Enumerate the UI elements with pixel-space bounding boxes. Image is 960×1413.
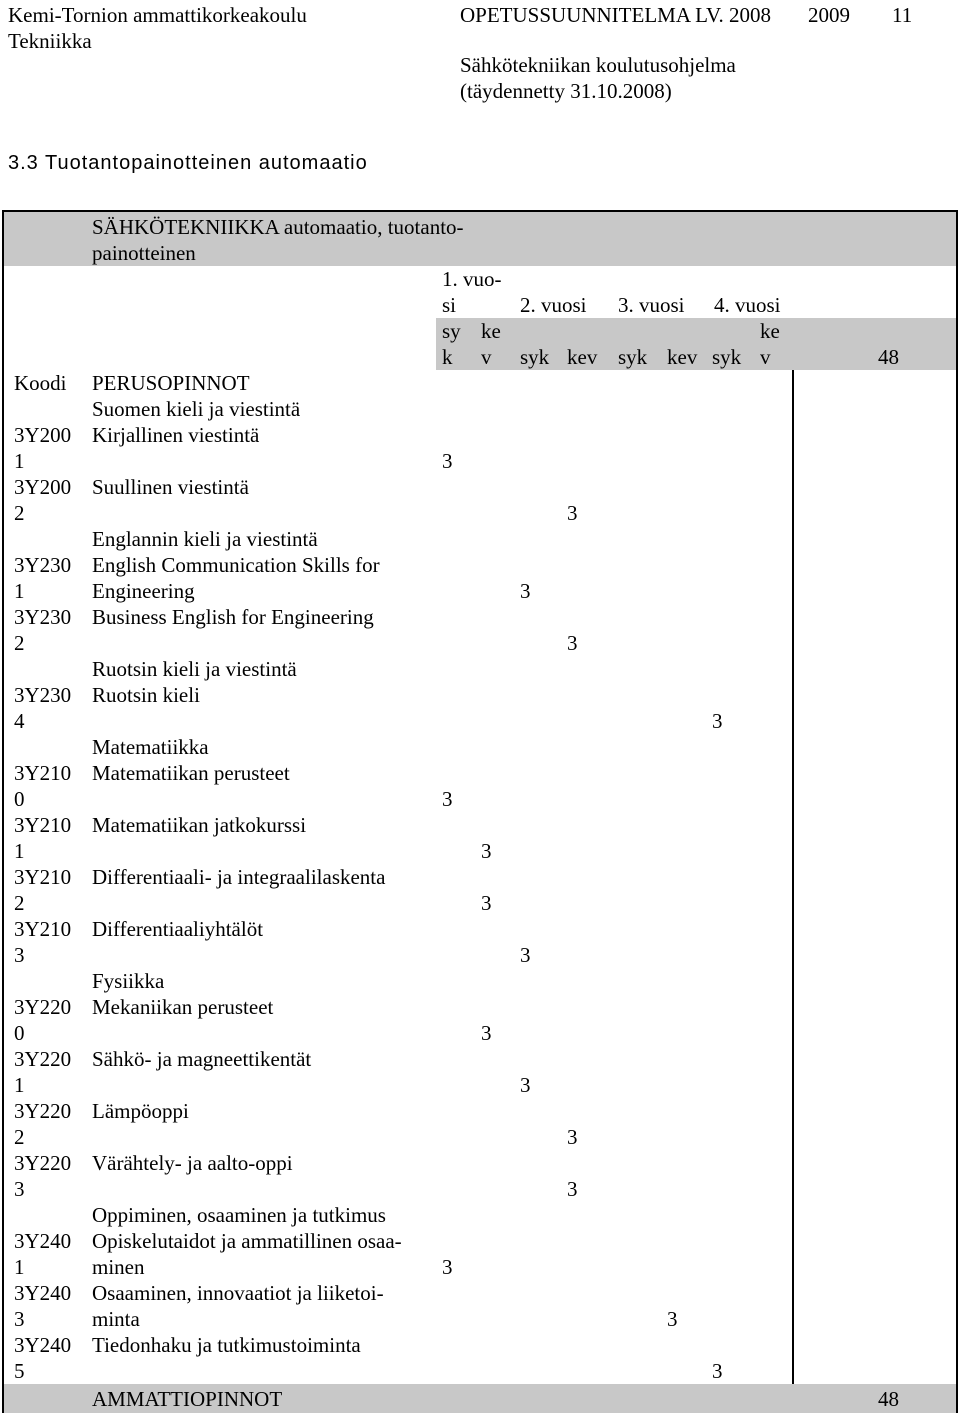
course-code-suffix: 3 [14, 1307, 25, 1331]
course-name-cont: minta [92, 1307, 140, 1331]
course-credit: 3 [567, 1177, 578, 1201]
table-title-line2: painotteinen [92, 241, 196, 265]
course-code: 3Y210 [14, 917, 72, 941]
year1-header-a: 1. vuo- [442, 267, 502, 291]
course-code-suffix: 5 [14, 1359, 25, 1383]
course-name: Matematiikan jatkokurssi [92, 813, 307, 837]
course-code-suffix: 1 [14, 1255, 25, 1279]
perusopinnot-heading: PERUSOPINNOT [92, 371, 250, 395]
course-code: 3Y210 [14, 813, 72, 837]
course-credit: 3 [442, 787, 453, 811]
course-name: Business English for Engineering [92, 605, 374, 629]
koodi-label: Koodi [14, 371, 67, 395]
sem-row2-7: v [760, 345, 771, 369]
sem-row2-4: syk [618, 345, 648, 369]
course-credit: 3 [520, 943, 531, 967]
subject-group-heading: Fysiikka [92, 969, 165, 993]
updated-date: (täydennetty 31.10.2008) [460, 79, 672, 103]
year2-header: 2. vuosi [520, 293, 587, 317]
course-credit: 3 [481, 1021, 492, 1045]
course-credit: 3 [567, 1125, 578, 1149]
course-code: 3Y220 [14, 1047, 72, 1071]
subject-group-heading: Matematiikka [92, 735, 209, 759]
course-code-suffix: 1 [14, 449, 25, 473]
table-title-line1: SÄHKÖTEKNIIKKA automaatio, tuotanto- [92, 215, 464, 239]
course-code: 3Y220 [14, 1151, 72, 1175]
course-code-suffix: 1 [14, 579, 25, 603]
course-code: 3Y200 [14, 475, 72, 499]
course-code-suffix: 1 [14, 1073, 25, 1097]
course-code-suffix: 2 [14, 501, 25, 525]
course-code: 3Y230 [14, 605, 72, 629]
course-name: Suullinen viestintä [92, 475, 249, 499]
year1-header-b: si [442, 293, 457, 317]
course-name: Opiskelutaidot ja ammatillinen osaa- [92, 1229, 402, 1253]
course-credit: 3 [481, 839, 492, 863]
course-code-suffix: 2 [14, 891, 25, 915]
table-inner-border [792, 370, 794, 1384]
sem-row1-0: sy [442, 319, 461, 343]
course-credit: 3 [567, 631, 578, 655]
course-code: 3Y230 [14, 553, 72, 577]
course-code-suffix: 1 [14, 839, 25, 863]
course-credit: 3 [667, 1307, 678, 1331]
course-credit: 3 [442, 449, 453, 473]
course-code-suffix: 0 [14, 787, 25, 811]
course-credit: 3 [481, 891, 492, 915]
course-credit: 3 [712, 709, 723, 733]
total-header: 48 [878, 345, 899, 369]
course-code: 3Y240 [14, 1229, 72, 1253]
subject-group-heading: Suomen kieli ja viestintä [92, 397, 301, 421]
ammattiopinnot-heading: AMMATTIOPINNOT [92, 1387, 283, 1411]
course-name: Ruotsin kieli [92, 683, 200, 707]
plan-years: 2009 [808, 3, 850, 27]
course-name-cont: Engineering [92, 579, 195, 603]
sem-row2-2: syk [520, 345, 550, 369]
table-right-border [956, 210, 958, 370]
subject-group-heading: Ruotsin kieli ja viestintä [92, 657, 297, 681]
course-code: 3Y200 [14, 423, 72, 447]
course-name: Matematiikan perusteet [92, 761, 290, 785]
course-code-suffix: 0 [14, 1021, 25, 1045]
section-title: 3.3 Tuotantopainotteinen automaatio [8, 152, 368, 174]
sem-row2-0: k [442, 345, 453, 369]
sem-row2-5: kev [667, 345, 698, 369]
course-name: Osaaminen, innovaatiot ja liiketoi- [92, 1281, 384, 1305]
subject-group-heading: Oppiminen, osaaminen ja tutkimus [92, 1203, 386, 1227]
course-code-suffix: 3 [14, 943, 25, 967]
school-name: Kemi-Tornion ammattikorkeakoulu [8, 3, 307, 27]
course-name-cont: minen [92, 1255, 145, 1279]
course-credit: 3 [520, 1073, 531, 1097]
course-code: 3Y220 [14, 995, 72, 1019]
course-code-suffix: 2 [14, 1125, 25, 1149]
course-name: Sähkö- ja magneettikentät [92, 1047, 312, 1071]
sem-row1-7: ke [760, 319, 780, 343]
course-code: 3Y230 [14, 683, 72, 707]
course-code: 3Y210 [14, 761, 72, 785]
course-code-suffix: 2 [14, 631, 25, 655]
course-code: 3Y240 [14, 1333, 72, 1357]
course-name: Lämpöoppi [92, 1099, 189, 1123]
course-credit: 3 [442, 1255, 453, 1279]
table-left-border [2, 210, 4, 1413]
course-code: 3Y210 [14, 865, 72, 889]
table-top-border [4, 210, 958, 212]
course-code: 3Y240 [14, 1281, 72, 1305]
year4-header: 4. vuosi [714, 293, 781, 317]
course-name: Mekaniikan perusteet [92, 995, 274, 1019]
course-code-suffix: 3 [14, 1177, 25, 1201]
course-name: English Communication Skills for [92, 553, 380, 577]
course-credit: 3 [712, 1359, 723, 1383]
page-number: 11 [892, 3, 913, 27]
sem-row1-1: ke [481, 319, 501, 343]
table-right-lower-border [956, 370, 958, 1413]
year3-header: 3. vuosi [618, 293, 685, 317]
course-code-suffix: 4 [14, 709, 25, 733]
sem-row2-6: syk [712, 345, 742, 369]
course-name: Differentiaali- ja integraalilaskenta [92, 865, 386, 889]
sem-row2-3: kev [567, 345, 598, 369]
course-name: Tiedonhaku ja tutkimustoiminta [92, 1333, 361, 1357]
subject-group-heading: Englannin kieli ja viestintä [92, 527, 318, 551]
unit-name: Tekniikka [8, 29, 92, 53]
course-credit: 3 [567, 501, 578, 525]
course-name: Värähtely- ja aalto-oppi [92, 1151, 293, 1175]
plan-title: OPETUSSUUNNITELMA LV. 2008 [460, 3, 771, 27]
course-name: Differentiaaliyhtälöt [92, 917, 264, 941]
ammattiopinnot-total: 48 [878, 1387, 899, 1411]
sem-row2-1: v [481, 345, 492, 369]
course-name: Kirjallinen viestintä [92, 423, 260, 447]
programme-name: Sähkötekniikan koulutusohjelma [460, 53, 736, 77]
course-code: 3Y220 [14, 1099, 72, 1123]
course-credit: 3 [520, 579, 531, 603]
